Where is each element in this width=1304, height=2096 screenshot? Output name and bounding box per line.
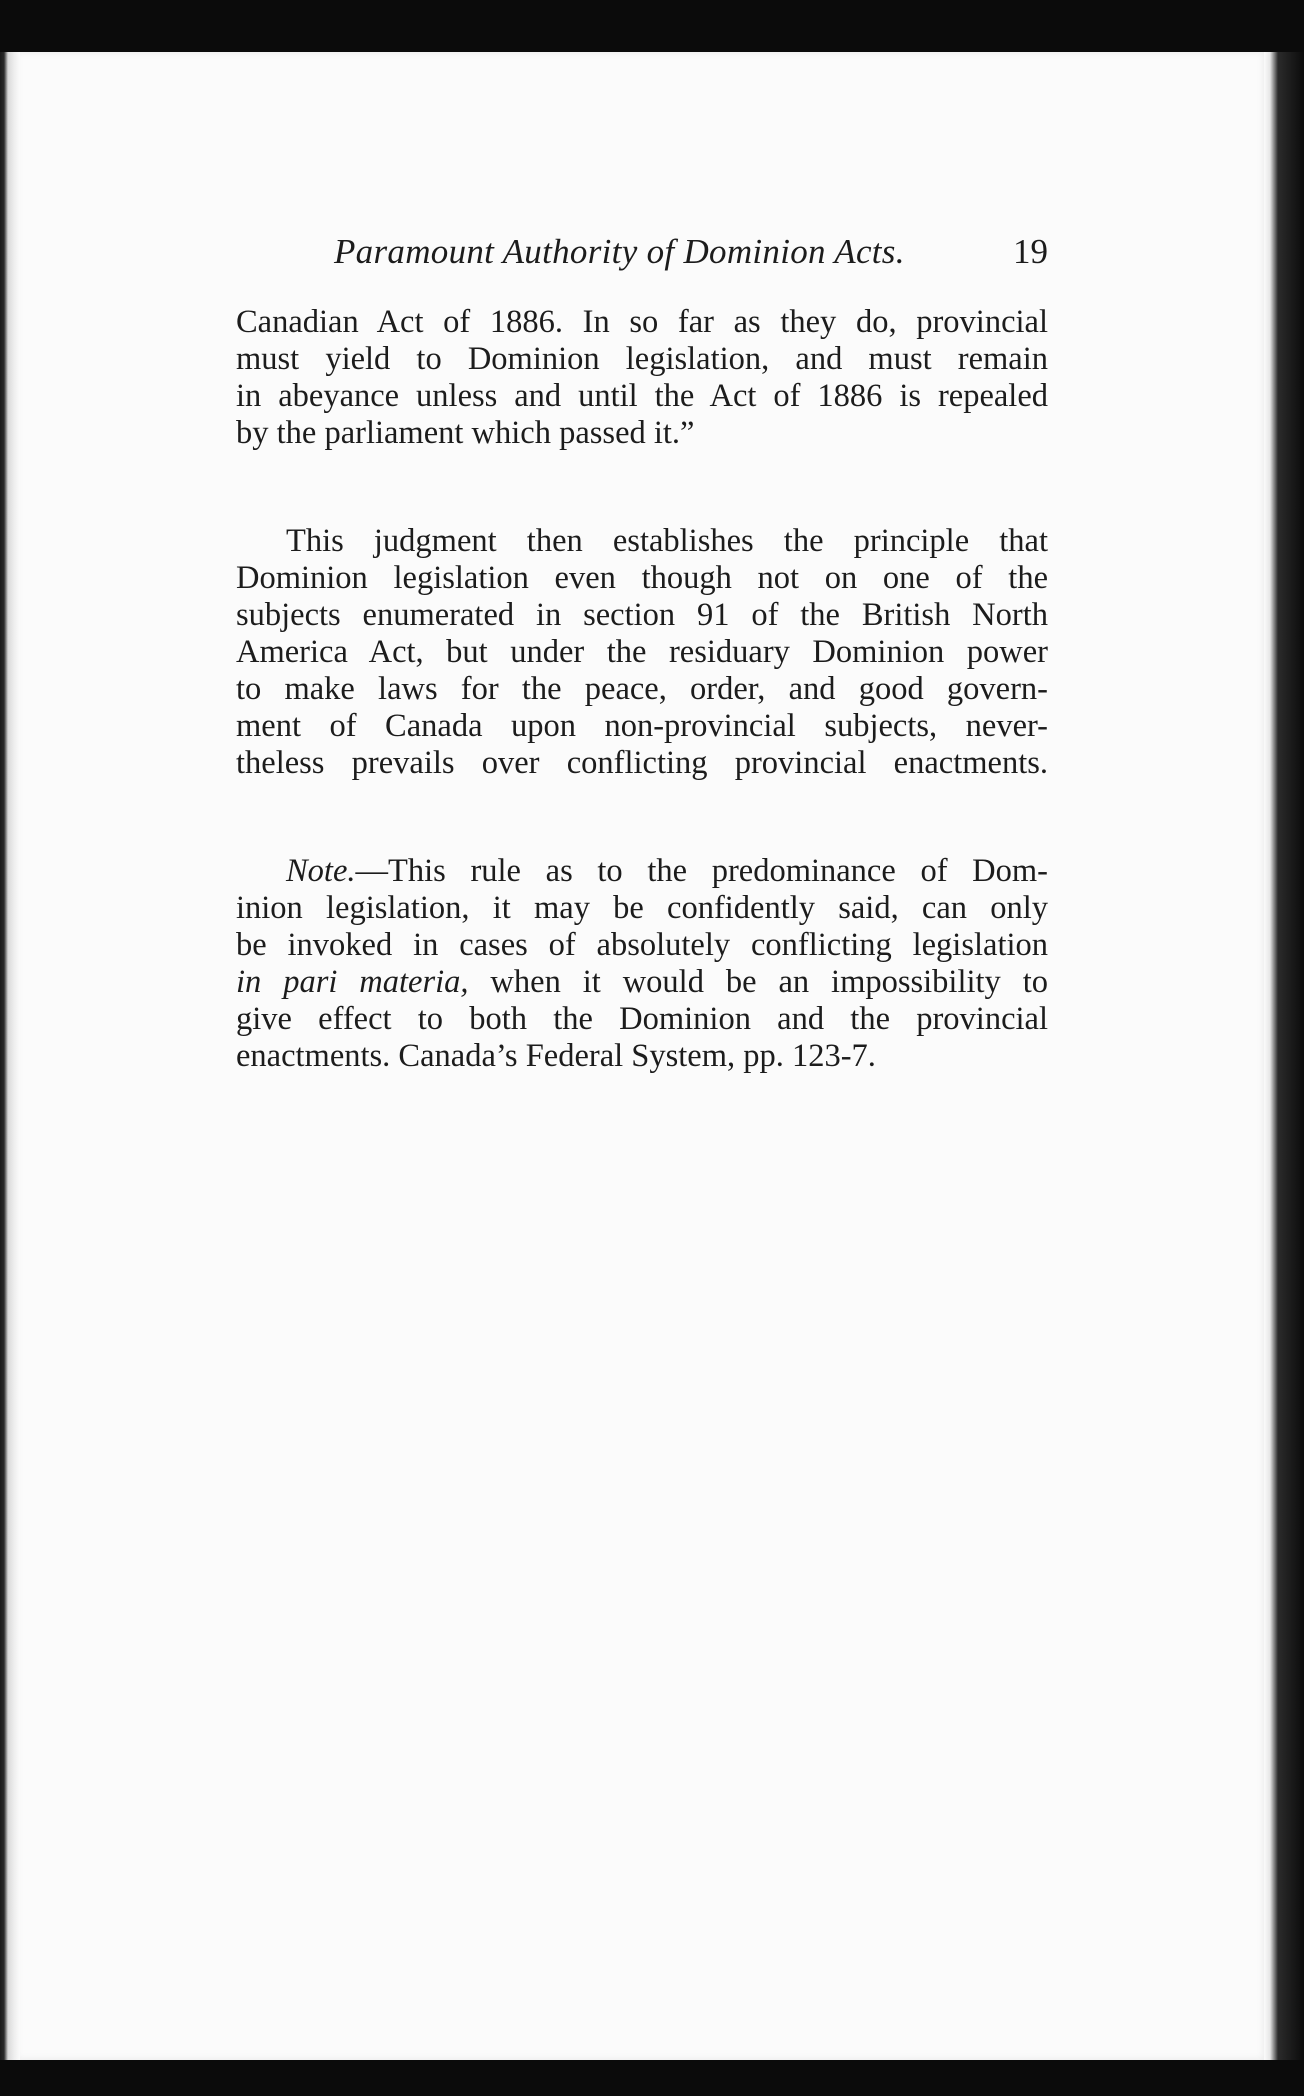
page-left-edge [0, 52, 20, 2060]
text-line [236, 964, 1048, 1001]
text-line: This judgment then establishes the principle that [286, 523, 1048, 559]
text-line: America Act, but under the residuary Dominion power [236, 634, 1048, 670]
paragraph-judgment [236, 523, 1048, 782]
note-label: Note. [286, 853, 356, 889]
text-line: subjects enumerated in section 91 of the British North [236, 597, 1048, 633]
text-line [236, 853, 1048, 890]
page-right-edge [1264, 52, 1304, 2060]
text-line: be invoked in cases of absolutely conflicting legislation [236, 927, 1048, 963]
text-line: to make laws for the peace, order, and good govern- [236, 671, 1048, 707]
note-text: when it would be an impossibility to [468, 964, 1048, 1000]
paragraph-quote-end [236, 304, 1048, 452]
text-line: Dominion legislation even though not on one of the [236, 560, 1048, 596]
text-line: by the parliament which passed it.” [236, 415, 695, 451]
paragraph-note [236, 853, 1048, 1075]
text-line: enactments. Canada’s Federal System, pp. 123-7. [236, 1038, 876, 1074]
text-line: theless prevails over conflicting provincial enactments. [236, 745, 1048, 781]
page-number: 19 [1013, 232, 1048, 271]
text-line: give effect to both the Dominion and the provincial [236, 1001, 1048, 1037]
text-line: Canadian Act of 1886. In so far as they do, provincial [236, 304, 1048, 340]
latin-phrase: in pari materia, [236, 964, 469, 1000]
text-line: ment of Canada upon non-provincial subjects, never- [236, 708, 1048, 744]
running-head: Paramount Authority of Dominion Acts. [334, 232, 905, 271]
page-body [236, 304, 1048, 1146]
text-line: must yield to Dominion legislation, and must remain [236, 341, 1048, 377]
note-text: —This rule as to the predominance of Dom- [355, 853, 1048, 889]
page-header [236, 224, 1048, 284]
text-line: in abeyance unless and until the Act of 1886 is repealed [236, 378, 1048, 414]
text-line: inion legislation, it may be confidently said, can only [236, 890, 1048, 926]
